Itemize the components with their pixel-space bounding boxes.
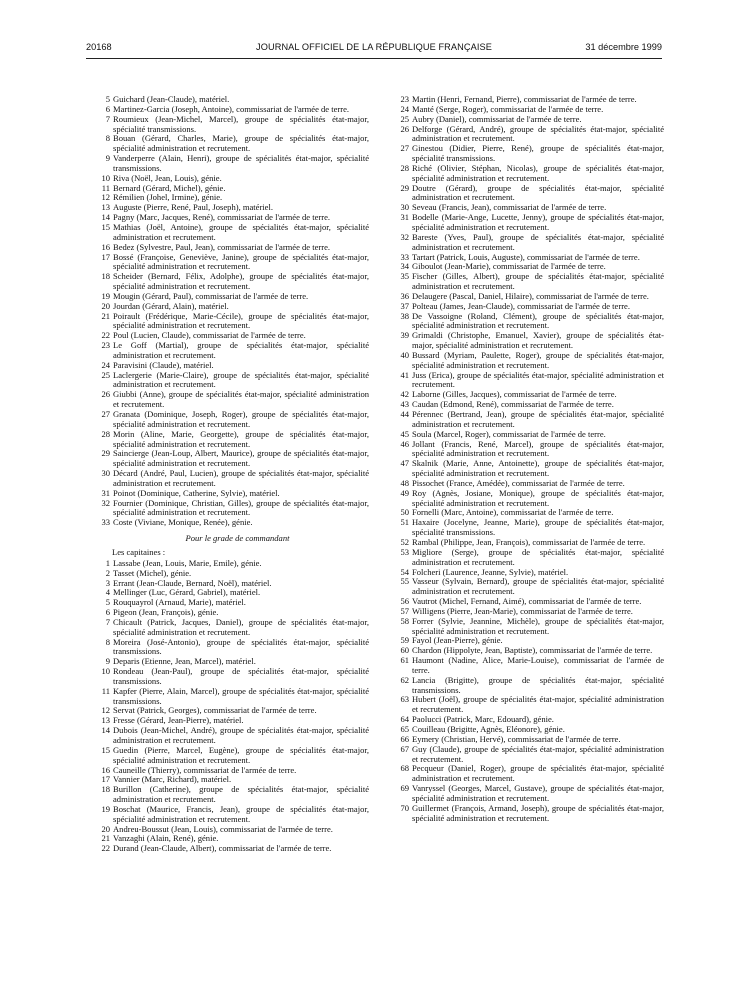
item-number: 68 [400, 763, 409, 774]
list-item [86, 410, 369, 430]
item-text: Vanzaghi (Alain, René), génie. [113, 833, 219, 844]
item-number: 35 [400, 271, 409, 282]
item-text: Bodelle (Marie-Ange, Lucette, Jenny), groupe de spécialités état-major, spécialité administration et recrutement. [412, 212, 664, 232]
list-item [385, 577, 664, 597]
list-item [385, 125, 664, 145]
list-item [86, 272, 369, 292]
list-item [385, 548, 664, 568]
item-number: 27 [101, 409, 110, 419]
item-text: Tartart (Patrick, Louis, Auguste), commissariat de l'armée de terre. [412, 251, 640, 262]
item-number: 70 [400, 802, 409, 813]
item-number: 46 [400, 438, 409, 449]
list-item [385, 272, 664, 292]
item-text: Bernard (Gérard, Michel), génie. [113, 182, 226, 193]
list-item [86, 687, 369, 707]
item-number: 17 [101, 251, 110, 262]
item-text: Juss (Erica), groupe de spécialités état-major, spécialité administration et recrutement. [412, 369, 664, 390]
item-number: 22 [101, 843, 110, 854]
item-text: Poinot (Dominique, Catherine, Sylvie), matériel. [113, 487, 280, 498]
list-item [86, 469, 369, 489]
list-item [86, 134, 369, 154]
item-text: Fayol (Jean-Pierre), génie. [412, 635, 503, 646]
item-text: Lassabe (Jean, Louis, Marie, Emile), génie. [113, 557, 262, 568]
list-item [86, 726, 369, 746]
list-item [385, 695, 664, 715]
item-number: 36 [400, 290, 409, 301]
list-item [86, 390, 369, 410]
item-text: Andreu-Boussut (Jean, Louis), commissariat de l'armée de terre. [113, 823, 333, 834]
list-item [385, 656, 664, 676]
list-item [86, 449, 369, 469]
item-number: 47 [400, 458, 409, 469]
promotion-list-part-1 [86, 95, 369, 528]
item-number: 54 [400, 566, 409, 577]
item-text: Le Goff (Martial), groupe de spécialités état-major, spécialité administration et recrutement. [113, 340, 369, 360]
item-text: Laclergerie (Marie-Claire), groupe de spécialités état-major, spécialité administration et recrutement. [113, 369, 369, 390]
item-number: 39 [400, 330, 409, 341]
item-number: 5 [105, 597, 110, 608]
item-number: 30 [101, 468, 110, 479]
item-text: Cauneille (Thierry), commissariat de l'armée de terre. [113, 764, 297, 775]
item-number: 58 [400, 615, 409, 626]
item-text: Grimaldi (Christophe, Emanuel, Xavier), groupe de spécialités état-major, spécialité administration et recrutement. [412, 330, 664, 351]
item-number: 20 [101, 823, 110, 834]
item-text: Ginestou (Didier, Pierre, René), groupe de spécialités état-major, spécialité transmissions. [412, 143, 664, 164]
item-text: Fresse (Gérard, Jean-Pierre), matériel. [113, 715, 244, 726]
list-item [385, 489, 664, 509]
item-text: Manté (Serge, Roger), commissariat de l'armée de terre. [412, 103, 604, 114]
page-number: 20168 [86, 42, 112, 52]
list-item [86, 638, 369, 658]
item-number: 15 [101, 744, 110, 755]
item-text: Jollant (Francis, René, Marcel), groupe de spécialités état-major, spécialité administration et recrutement. [412, 438, 664, 459]
item-number: 12 [101, 705, 110, 716]
item-number: 49 [400, 487, 409, 498]
journal-title: JOURNAL OFFICIEL DE LA RÉPUBLIQUE FRANÇAISE [256, 42, 492, 52]
item-number: 33 [400, 251, 409, 262]
item-number: 19 [101, 803, 110, 814]
item-text: Migliore (Serge), groupe de spécialités état-major, spécialité administration et recrutement. [412, 546, 664, 567]
promotion-list-part-3 [385, 95, 664, 823]
list-item [385, 440, 664, 460]
item-number: 66 [400, 733, 409, 744]
list-item [385, 617, 664, 637]
item-text: Vasseur (Sylvain, Bernard), groupe de spécialités état-major, spécialité administration et recrutement. [412, 576, 664, 597]
item-text: Chardon (Hippolyte, Jean, Baptiste), commissariat de l'armée de terre. [412, 645, 653, 656]
item-text: Guichard (Jean-Claude), matériel. [113, 94, 230, 104]
item-text: Scheider (Bernard, Félix, Adolphe), groupe de spécialités état-major, spécialité administration et recrutement. [113, 271, 369, 292]
item-number: 48 [400, 477, 409, 488]
item-number: 43 [400, 399, 409, 410]
item-number: 7 [105, 113, 110, 124]
item-text: Doutre (Gérard), groupe de spécialités état-major, spécialité administration et recrutement. [412, 182, 664, 203]
right-column [385, 95, 664, 823]
list-item [385, 164, 664, 184]
item-number: 61 [400, 655, 409, 666]
list-item [86, 223, 369, 243]
item-number: 27 [400, 143, 409, 154]
item-number: 31 [101, 487, 110, 498]
item-text: Couilleau (Brigitte, Agnès, Eléonore), génie. [412, 724, 565, 734]
item-text: Coste (Viviane, Monique, Renée), génie. [113, 517, 253, 528]
item-number: 34 [400, 261, 409, 272]
item-number: 31 [400, 212, 409, 223]
item-text: Rondeau (Jean-Paul), groupe de spécialités état-major, spécialité transmissions. [113, 666, 369, 686]
item-number: 67 [400, 743, 409, 754]
item-number: 23 [101, 340, 110, 351]
item-number: 9 [105, 153, 110, 164]
item-text: Vanderperre (Alain, Henri), groupe de spécialités état-major, spécialité transmissions. [113, 153, 369, 173]
item-number: 24 [101, 359, 110, 370]
item-number: 21 [101, 310, 110, 321]
list-item [385, 676, 664, 696]
item-number: 8 [105, 636, 110, 647]
list-item [86, 341, 369, 361]
item-number: 29 [400, 182, 409, 193]
item-text: De Vassoigne (Roland, Clément), groupe de spécialités état-major, spécialité administration et recrutement. [412, 310, 664, 331]
item-text: Mathias (Joël, Antoine), groupe de spécialités état-major, spécialité administration et recrutement. [113, 221, 369, 242]
subheading: Les capitaines : [112, 546, 166, 557]
item-number: 25 [101, 369, 110, 380]
item-number: 17 [101, 774, 110, 785]
item-text: Vautrot (Michel, Fernand, Aimé), commissariat de l'armée de terre. [412, 596, 642, 607]
list-item [86, 371, 369, 391]
item-text: Skalnik (Marie, Anne, Antoinette), groupe de spécialités état-major, spécialité administration et recrutement. [412, 458, 664, 479]
item-number: 42 [400, 389, 409, 400]
item-text: Hubert (Joël), groupe de spécialités état-major, spécialité administration et recrutement. [412, 694, 664, 715]
item-text: Poul (Lucien, Claude), commissariat de l'armée de terre. [113, 330, 306, 341]
item-text: Saincierge (Jean-Loup, Albert, Maurice), groupe de spécialités état-major, spécialité administration et recrutement. [113, 448, 369, 469]
list-item [86, 499, 369, 519]
item-number: 57 [400, 605, 409, 616]
item-number: 55 [400, 576, 409, 587]
item-text: Willigens (Pierre, Jean-Marie), commissariat de l'armée de terre. [412, 605, 633, 616]
item-text: Forrer (Sylvie, Jeannine, Michèle), groupe de spécialités état-major, spécialité administration et recrutement. [412, 615, 664, 636]
item-text: Vannier (Marc, Richard), matériel. [113, 774, 232, 785]
list-item [86, 253, 369, 273]
item-number: 60 [400, 645, 409, 656]
item-number: 11 [101, 182, 110, 193]
list-item [86, 785, 369, 805]
item-text: Giubbi (Anne), groupe de spécialités état-major, spécialité administration et recrutement. [113, 389, 369, 410]
header-rule [86, 58, 662, 59]
item-text: Servat (Patrick, Georges), commissariat de l'armée de terre. [113, 705, 317, 716]
item-number: 69 [400, 783, 409, 794]
item-number: 65 [400, 724, 409, 734]
item-number: 28 [400, 162, 409, 173]
item-text: Décard (André, Paul, Lucien), groupe de spécialités état-major, spécialité administration et recrutement. [113, 468, 369, 488]
item-text: Guedin (Pierre, Marcel, Eugène), groupe de spécialités état-major, spécialité administration et recrutement. [113, 744, 369, 765]
list-item [86, 667, 369, 687]
list-item [86, 115, 369, 135]
item-text: Pecqueur (Daniel, Roger), groupe de spécialités état-major, spécialité administration et recrutement. [412, 763, 664, 784]
item-number: 12 [101, 192, 110, 203]
item-text: Delforge (Gérard, André), groupe de spécialités état-major, spécialité administration et recrutement. [412, 123, 664, 144]
item-number: 3 [105, 577, 110, 588]
item-text: Giboulot (Jean-Marie), commissariat de l'armée de terre. [412, 261, 606, 272]
list-item [385, 312, 664, 332]
item-text: Martinez-Garcia (Joseph, Antoine), commissariat de l'armée de terre. [113, 103, 350, 114]
item-text: Caudan (Edmond, René), commissariat de l'armée de terre. [412, 399, 614, 410]
list-item [385, 371, 664, 391]
item-number: 51 [400, 517, 409, 528]
item-number: 25 [400, 113, 409, 124]
item-number: 16 [101, 241, 110, 252]
item-text: Bossé (Françoise, Geneviève, Janine), groupe de spécialités état-major, spécialité administration et recrutement. [113, 251, 369, 272]
item-text: Bussard (Myriam, Paulette, Roger), groupe de spécialités état-major, spécialité administration et recrutement. [412, 349, 664, 370]
item-text: Polteau (James, Jean-Claude), commissariat de l'armée de terre. [412, 300, 630, 311]
item-number: 50 [400, 507, 409, 518]
left-column [86, 95, 369, 854]
list-item [385, 351, 664, 371]
item-text: Errant (Jean-Claude, Bernard, Noël), matériel. [113, 577, 272, 588]
item-number: 2 [105, 567, 110, 578]
item-text: Mellinger (Luc, Gérard, Gabriel), matériel. [113, 587, 261, 598]
item-number: 6 [105, 103, 110, 114]
item-number: 30 [400, 202, 409, 213]
item-number: 32 [101, 497, 110, 508]
item-text: Auguste (Pierre, René, Paul, Joseph), matériel. [113, 202, 273, 213]
item-number: 20 [101, 300, 110, 311]
item-number: 21 [101, 833, 110, 844]
item-text: Soula (Marcel, Roger), commissariat de l'armée de terre. [412, 428, 606, 439]
item-text: Boschat (Maurice, Francis, Jean), groupe de spécialités état-major, spécialité administration et recrutement. [113, 803, 369, 824]
item-text: Burillon (Catherine), groupe de spécialités état-major, spécialité administration et recrutement. [113, 784, 369, 805]
item-text: Bareste (Yves, Paul), groupe de spécialités état-major, spécialité administration et recrutement. [412, 231, 664, 252]
item-text: Morin (Aline, Marie, Georgette), groupe de spécialités état-major, spécialité administration et recrutement. [113, 428, 369, 449]
item-number: 23 [400, 94, 409, 104]
item-text: Eymery (Christian, Hervé), commissariat de l'armée de terre. [412, 733, 621, 744]
item-text: Roumieux (Jean-Michel, Marcel), groupe de spécialités état-major, spécialité transmissions. [113, 113, 369, 134]
item-text: Fornelli (Marc, Antoine), commissariat de l'armée de terre. [412, 507, 614, 518]
list-item [385, 233, 664, 253]
item-number: 29 [101, 448, 110, 459]
item-text: Guy (Claude), groupe de spécialités état-major, spécialité administration et recrutement. [412, 743, 664, 764]
item-number: 13 [101, 202, 110, 213]
item-number: 40 [400, 349, 409, 360]
list-item [385, 213, 664, 233]
item-number: 62 [400, 674, 409, 685]
item-text: Fischer (Gilles, Albert), groupe de spécialités état-major, spécialité administration et recrutement. [412, 271, 664, 292]
list-item [385, 410, 664, 430]
item-number: 13 [101, 715, 110, 726]
item-text: Paravisini (Claude), matériel. [113, 359, 214, 370]
item-text: Haxaire (Jocelyne, Jeanne, Marie), groupe de spécialités état-major, spécialité transmissions. [412, 517, 664, 538]
item-number: 19 [101, 290, 110, 301]
item-text: Pérennec (Bertrand, Jean), groupe de spécialités état-major, spécialité administration et recrutement. [412, 409, 664, 429]
item-number: 11 [101, 685, 110, 696]
item-number: 32 [400, 231, 409, 242]
item-number: 14 [101, 725, 110, 736]
list-item [86, 805, 369, 825]
item-text: Kapfer (Pierre, Alain, Marcel), groupe de spécialités état-major, spécialité transmissions. [113, 685, 369, 706]
item-text: Aubry (Daniel), commissariat de l'armée de terre. [412, 113, 582, 124]
list-item [385, 459, 664, 479]
list-item [385, 331, 664, 351]
item-text: Pagny (Marc, Jacques, René), commissariat de l'armée de terre. [113, 212, 331, 223]
item-number: 7 [105, 616, 110, 627]
item-text: Rouquayrol (Arnaud, Marie), matériel. [113, 597, 246, 608]
item-number: 9 [105, 656, 110, 667]
list-item [385, 518, 664, 538]
item-text: Laborne (Gilles, Jacques), commissariat de l'armée de terre. [412, 389, 617, 400]
item-text: Paolucci (Patrick, Marc, Edouard), génie. [412, 714, 554, 725]
item-text: Pigeon (Jean, François), génie. [113, 607, 219, 618]
item-number: 18 [101, 271, 110, 282]
item-number: 41 [400, 369, 409, 380]
list-item [385, 764, 664, 784]
item-number: 22 [101, 330, 110, 341]
item-number: 14 [101, 212, 110, 223]
item-number: 4 [105, 587, 110, 598]
item-text: Vanryssel (Georges, Marcel, Gustave), groupe de spécialités état-major, spécialité administration et recrutement. [412, 783, 664, 803]
list-item [86, 154, 369, 174]
item-text: Mougin (Gérard, Paul), commissariat de l'armée de terre. [113, 290, 309, 301]
item-text: Rambal (Philippe, Jean, François), commissariat de l'armée de terre. [412, 536, 646, 547]
item-text: Riché (Olivier, Stéphan, Nicolas), groupe de spécialités état-major, spécialité administration et recrutement. [412, 162, 664, 183]
item-text: Bedez (Sylvestre, Paul, Jean), commissariat de l'armée de terre. [113, 241, 331, 252]
item-text: Pissochet (France, Amédée), commissariat de l'armée de terre. [412, 477, 625, 488]
item-number: 10 [101, 666, 110, 677]
list-item [385, 184, 664, 204]
list-item [86, 430, 369, 450]
item-number: 37 [400, 300, 409, 311]
list-item [86, 746, 369, 766]
item-number: 15 [101, 221, 110, 232]
list-item [86, 618, 369, 638]
item-text: Lancia (Brigitte), groupe de spécialités état-major, spécialité transmissions. [412, 674, 664, 695]
item-text: Durand (Jean-Claude, Albert), commissariat de l'armée de terre. [113, 843, 332, 854]
page-header [86, 42, 662, 56]
item-text: Moreira (José-Antonio), groupe de spécialités état-major, spécialité transmissions. [113, 636, 369, 657]
item-number: 26 [101, 389, 110, 400]
item-text: Poirault (Frédérique, Marie-Cécile), groupe de spécialités état-major, spécialité administration et recrutement. [113, 310, 369, 331]
item-text: Guillermet (François, Armand, Joseph), groupe de spécialités état-major, spécialité administration et recrutement. [412, 802, 664, 823]
issue-date: 31 décembre 1999 [585, 42, 662, 52]
item-number: 10 [101, 172, 110, 183]
promotion-list-part-2 [86, 559, 369, 854]
item-text: Haumont (Nadine, Alice, Marie-Louise), commissariat de l'armée de terre. [412, 655, 664, 675]
item-number: 52 [400, 536, 409, 547]
item-number: 5 [105, 94, 110, 104]
item-number: 6 [105, 607, 110, 618]
item-number: 45 [400, 428, 409, 439]
item-text: Riva (Noël, Jean, Louis), génie. [113, 172, 222, 183]
item-text: Granata (Dominique, Joseph, Roger), groupe de spécialités état-major, spécialité administration et recrutement. [113, 409, 369, 429]
item-text: Chicault (Patrick, Jacques, Daniel), groupe de spécialités état-major, spécialité administration et recrutement. [113, 616, 369, 637]
item-text: Dubois (Jean-Michel, André), groupe de spécialités état-major, spécialité administration et recrutement. [113, 725, 369, 745]
list-item [385, 745, 664, 765]
item-number: 63 [400, 694, 409, 705]
item-number: 56 [400, 596, 409, 607]
item-text: Jourdan (Gérard, Alain), matériel. [113, 300, 229, 311]
section-title: Pour le grade de commandant [185, 533, 290, 544]
item-number: 26 [400, 123, 409, 134]
list-item [385, 804, 664, 824]
item-number: 1 [105, 557, 110, 568]
item-text: Roy (Agnès, Josiane, Monique), groupe de spécialités état-major, spécialité administration et recrutement. [412, 487, 664, 508]
item-number: 18 [101, 784, 110, 795]
item-number: 53 [400, 546, 409, 557]
item-number: 16 [101, 764, 110, 775]
item-text: Fournier (Dominique, Christian, Gilles), groupe de spécialités état-major, spécialité administration et recrutement. [113, 497, 369, 518]
item-text: Rémilien (Johel, Irmine), génie. [113, 192, 223, 203]
item-number: 44 [400, 409, 409, 419]
item-number: 28 [101, 428, 110, 439]
item-number: 59 [400, 635, 409, 646]
item-text: Martin (Henri, Fernand, Pierre), commissariat de l'armée de terre. [412, 94, 637, 104]
item-number: 64 [400, 714, 409, 725]
item-text: Delaugere (Pascal, Daniel, Hilaire), commissariat de l'armée de terre. [412, 290, 649, 301]
item-text: Tasset (Michel), génie. [113, 567, 192, 578]
item-text: Folcheri (Laurence, Jeanne, Sylvie), matériel. [412, 566, 569, 577]
item-text: Deparis (Etienne, Jean, Marcel), matériel. [113, 656, 256, 667]
list-item [86, 518, 369, 528]
item-number: 33 [101, 517, 110, 528]
item-text: Seveau (Francis, Jean), commissariat de l'armée de terre. [412, 202, 607, 213]
item-number: 24 [400, 103, 409, 114]
item-number: 38 [400, 310, 409, 321]
list-item [385, 784, 664, 804]
item-text: Bouan (Gérard, Charles, Marie), groupe de spécialités état-major, spécialité administration et recrutement. [113, 133, 369, 154]
list-item [385, 144, 664, 164]
item-number: 8 [105, 133, 110, 144]
list-item [86, 312, 369, 332]
list-item [86, 844, 369, 854]
